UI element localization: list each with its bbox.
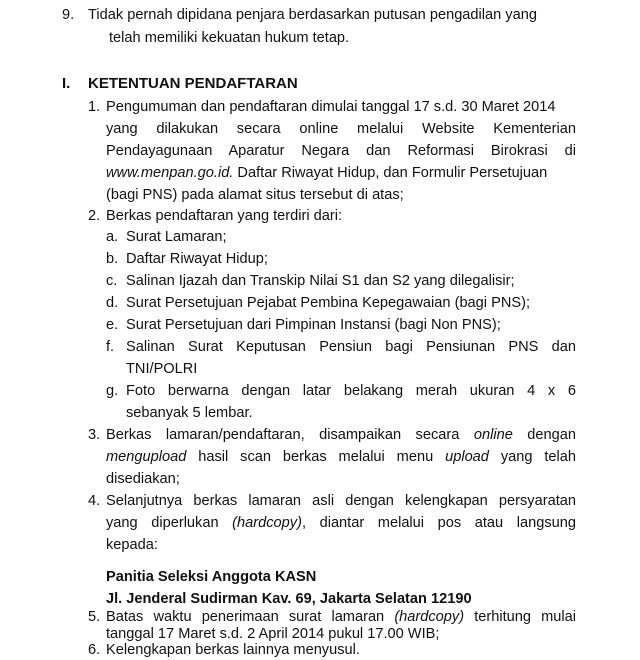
item-1-line4-rest: Daftar Riwayat Hidup, dan Formulir Persetujuan	[233, 165, 548, 181]
item-3-line1-part1: Berkas lamaran/pendaftaran, disampaikan secara	[106, 427, 474, 443]
item-2g-line2: sebanyak 5 lembar.	[126, 405, 253, 421]
item-2b-number: b.	[106, 251, 119, 267]
item-3-number: 3.	[88, 427, 101, 443]
item-5-line1-part3: terhitung mulai	[464, 609, 576, 625]
item-1-line2: yang dilakukan secara online melalui Website Kementerian	[106, 121, 576, 137]
item-4-line2-part3: , diantar melalui pos atau langsung	[301, 515, 576, 531]
item-4-line1: Selanjutnya berkas lamaran asli dengan kelengkapan persyaratan	[106, 493, 576, 509]
address-line1: Panitia Seleksi Anggota KASN	[106, 569, 317, 585]
item-1-line1: Pengumuman dan pendaftaran dimulai tanggal 17 s.d. 30 Maret 2014	[106, 99, 556, 115]
item-3-line2-part2: hasil scan berkas melalui menu	[186, 449, 446, 465]
item-4-line3: kepada:	[106, 537, 158, 553]
item-1-line4	[106, 163, 547, 183]
item-2f-line2: TNI/POLRI	[126, 361, 198, 377]
item-2e-text: Surat Persetujuan dari Pimpinan Instansi (bagi Non PNS);	[126, 317, 501, 333]
item-9-number: 9.	[62, 7, 75, 23]
item-3-line1-online: online	[473, 427, 513, 443]
item-2-line1: Berkas pendaftaran yang terdiri dari:	[106, 208, 343, 224]
item-2c-number: c.	[106, 273, 118, 289]
item-3-line2-mengupload: mengupload	[106, 449, 187, 465]
section-title: KETENTUAN PENDAFTARAN	[88, 75, 298, 92]
item-5-line2: tanggal 17 Maret s.d. 2 April 2014 pukul 17.00 WIB;	[106, 626, 440, 642]
item-2a-text: Surat Lamaran;	[126, 229, 227, 245]
item-1-line5: (bagi PNS) pada alamat situs tersebut di atas;	[106, 187, 404, 203]
item-1-number: 1.	[88, 99, 101, 115]
item-2b-text: Daftar Riwayat Hidup;	[126, 251, 268, 267]
item-5-number: 5.	[88, 609, 101, 625]
item-3-line1-part3: dengan	[512, 427, 576, 443]
item-2g-number: g.	[106, 383, 119, 399]
item-3-line1	[106, 425, 576, 445]
item-2d-text: Surat Persetujuan Pejabat Pembina Kepegawaian (bagi PNS);	[126, 295, 531, 311]
item-2a-number: a.	[106, 229, 119, 245]
item-5-line1-hardcopy: (hardcopy)	[394, 609, 465, 625]
item-2f-number: f.	[106, 339, 115, 355]
item-4-number: 4.	[88, 493, 101, 509]
item-3-line2-part4: yang telah	[488, 449, 576, 465]
item-3-line2-upload: upload	[445, 449, 489, 465]
item-5-line1-part1: Batas waktu penerimaan surat lamaran	[106, 609, 395, 625]
item-2f-line1: Salinan Surat Keputusan Pensiun bagi Pensiunan PNS dan	[126, 339, 576, 355]
item-2d-number: d.	[106, 295, 119, 311]
item-6-line1: Kelengkapan berkas lainnya menyusul.	[106, 642, 360, 658]
item-2e-number: e.	[106, 317, 119, 333]
address-line2: Jl. Jenderal Sudirman Kav. 69, Jakarta Selatan 12190	[106, 591, 472, 607]
website-link[interactable]: www.menpan.go.id.	[106, 165, 234, 181]
item-2g-line1: Foto berwarna dengan latar belakang merah ukuran 4 x 6	[126, 383, 576, 399]
item-9-text-line1: Tidak pernah dipidana penjara berdasarkan putusan pengadilan yang	[88, 7, 537, 23]
item-6-number: 6.	[88, 642, 101, 658]
item-3-line3: disediakan;	[106, 471, 180, 487]
item-2c-text: Salinan Ijazah dan Transkip Nilai S1 dan S2 yang dilegalisir;	[126, 273, 515, 289]
item-4-line2-hardcopy: (hardcopy)	[232, 515, 302, 531]
item-9-text-line2: telah memiliki kekuatan hukum tetap.	[109, 30, 350, 46]
item-1-line3: Pendayagunaan Aparatur Negara dan Reformasi Birokrasi di	[106, 143, 576, 159]
item-2-number: 2.	[88, 208, 101, 224]
section-number: I.	[62, 75, 71, 92]
item-4-line2-part1: yang diperlukan	[106, 515, 233, 531]
item-4-line2	[106, 513, 576, 533]
item-3-line2	[106, 447, 576, 467]
